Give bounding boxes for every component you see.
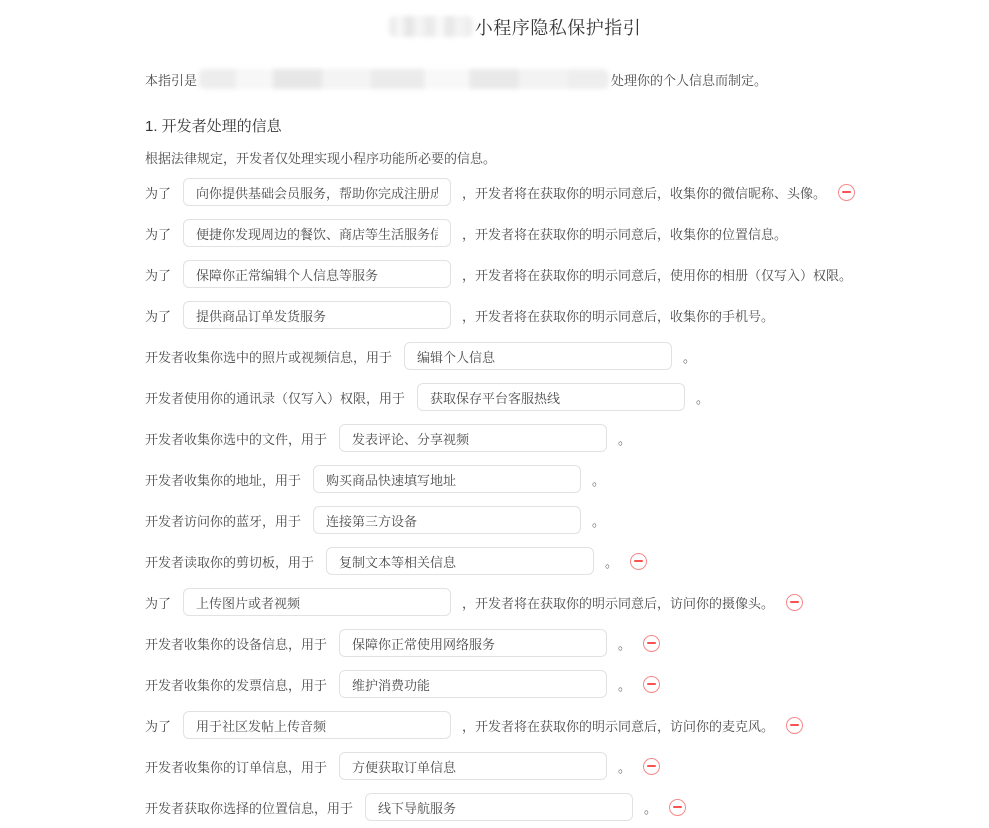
row-suffix-label: 。 <box>618 431 632 447</box>
minus-circle-icon <box>786 594 803 611</box>
row-prefix-label: 开发者收集你的发票信息，用于 <box>145 677 328 693</box>
row-prefix-label: 为了 <box>145 185 172 201</box>
remove-item-button[interactable] <box>642 634 661 653</box>
row-prefix-label: 为了 <box>145 308 172 324</box>
privacy-item-row <box>145 178 989 206</box>
minus-circle-icon <box>838 184 855 201</box>
row-suffix-label: 。 <box>618 636 632 652</box>
row-suffix-label: ，开发者将在获取你的明示同意后，收集你的微信昵称、头像。 <box>462 185 827 201</box>
row-prefix-label: 开发者收集你的设备信息，用于 <box>145 636 328 652</box>
minus-circle-icon <box>643 758 660 775</box>
minus-bar <box>647 642 656 644</box>
minus-circle-icon <box>643 676 660 693</box>
privacy-item-row <box>145 711 989 739</box>
row-prefix-label: 为了 <box>145 718 172 734</box>
purpose-input[interactable] <box>339 752 607 780</box>
purpose-input[interactable] <box>339 629 607 657</box>
privacy-item-row <box>145 670 989 698</box>
row-prefix-label: 开发者收集你选中的文件，用于 <box>145 431 328 447</box>
remove-item-button[interactable] <box>629 552 648 571</box>
redacted-developer-name-blur <box>199 69 609 89</box>
privacy-item-row <box>145 793 989 821</box>
row-suffix-label: 。 <box>592 472 606 488</box>
remove-item-button[interactable] <box>785 716 804 735</box>
privacy-item-row <box>145 260 989 288</box>
privacy-item-row <box>145 342 989 370</box>
row-suffix-label: ，开发者将在获取你的明示同意后，使用你的相册（仅写入）权限。 <box>462 267 853 283</box>
row-prefix-label: 开发者获取你选择的位置信息，用于 <box>145 800 354 816</box>
minus-bar <box>842 191 851 193</box>
remove-item-button[interactable] <box>668 798 687 817</box>
purpose-input[interactable] <box>183 260 451 288</box>
minus-bar <box>634 560 643 562</box>
purpose-input[interactable] <box>183 711 451 739</box>
minus-bar <box>673 806 682 808</box>
minus-bar <box>647 683 656 685</box>
page-title-text: 小程序隐私保护指引 <box>474 18 642 38</box>
row-prefix-label: 为了 <box>145 226 172 242</box>
remove-item-button[interactable] <box>837 183 856 202</box>
purpose-input[interactable] <box>183 301 451 329</box>
remove-item-button[interactable] <box>642 757 661 776</box>
minus-bar <box>647 765 656 767</box>
row-prefix-label: 开发者访问你的蓝牙，用于 <box>145 513 302 529</box>
purpose-input[interactable] <box>326 547 594 575</box>
row-prefix-label: 开发者读取你的剪切板，用于 <box>145 554 315 570</box>
intro-paragraph <box>145 68 989 90</box>
minus-bar <box>790 601 799 603</box>
remove-item-button[interactable] <box>785 593 804 612</box>
privacy-item-row <box>145 219 989 247</box>
intro-suffix-text: 处理你的个人信息而制定。 <box>611 72 768 88</box>
row-prefix-label: 开发者收集你的地址，用于 <box>145 472 302 488</box>
privacy-item-row <box>145 588 989 616</box>
redacted-app-name-blur <box>389 16 473 37</box>
row-prefix-label: 为了 <box>145 267 172 283</box>
row-prefix-label: 为了 <box>145 595 172 611</box>
privacy-item-row <box>145 465 989 493</box>
row-suffix-label: ，开发者将在获取你的明示同意后，访问你的摄像头。 <box>462 595 775 611</box>
minus-circle-icon <box>630 553 647 570</box>
privacy-item-row <box>145 301 989 329</box>
privacy-items-list <box>145 178 989 821</box>
section-1-heading: 1. 开发者处理的信息 <box>145 118 282 135</box>
row-suffix-label: 。 <box>618 759 632 775</box>
row-suffix-label: ，开发者将在获取你的明示同意后，收集你的位置信息。 <box>462 226 788 242</box>
purpose-input[interactable] <box>183 588 451 616</box>
row-suffix-label: 。 <box>605 554 619 570</box>
row-suffix-label: 。 <box>592 513 606 529</box>
privacy-item-row <box>145 383 989 411</box>
purpose-input[interactable] <box>339 424 607 452</box>
row-suffix-label: 。 <box>644 800 658 816</box>
minus-bar <box>790 724 799 726</box>
purpose-input[interactable] <box>339 670 607 698</box>
row-suffix-label: ，开发者将在获取你的明示同意后，访问你的麦克风。 <box>462 718 775 734</box>
privacy-item-row <box>145 506 989 534</box>
purpose-input[interactable] <box>183 178 451 206</box>
privacy-item-row <box>145 629 989 657</box>
row-prefix-label: 开发者收集你的订单信息，用于 <box>145 759 328 775</box>
row-prefix-label: 开发者使用你的通讯录（仅写入）权限，用于 <box>145 390 406 406</box>
remove-item-button[interactable] <box>642 675 661 694</box>
purpose-input[interactable] <box>313 506 581 534</box>
row-suffix-label: 。 <box>696 390 710 406</box>
minus-circle-icon <box>786 717 803 734</box>
intro-prefix-text: 本指引是 <box>145 72 198 88</box>
row-suffix-label: 。 <box>683 349 697 365</box>
page-title <box>145 14 885 42</box>
row-prefix-label: 开发者收集你选中的照片或视频信息，用于 <box>145 349 393 365</box>
purpose-input[interactable] <box>183 219 451 247</box>
purpose-input[interactable] <box>404 342 672 370</box>
privacy-item-row <box>145 424 989 452</box>
row-suffix-label: 。 <box>618 677 632 693</box>
minus-circle-icon <box>669 799 686 816</box>
purpose-input[interactable] <box>417 383 685 411</box>
section-1-lead-text: 根据法律规定，开发者仅处理实现小程序功能所必要的信息。 <box>145 151 497 166</box>
minus-circle-icon <box>643 635 660 652</box>
privacy-item-row <box>145 547 989 575</box>
privacy-item-row <box>145 752 989 780</box>
row-suffix-label: ，开发者将在获取你的明示同意后，收集你的手机号。 <box>462 308 775 324</box>
purpose-input[interactable] <box>313 465 581 493</box>
purpose-input[interactable] <box>365 793 633 821</box>
